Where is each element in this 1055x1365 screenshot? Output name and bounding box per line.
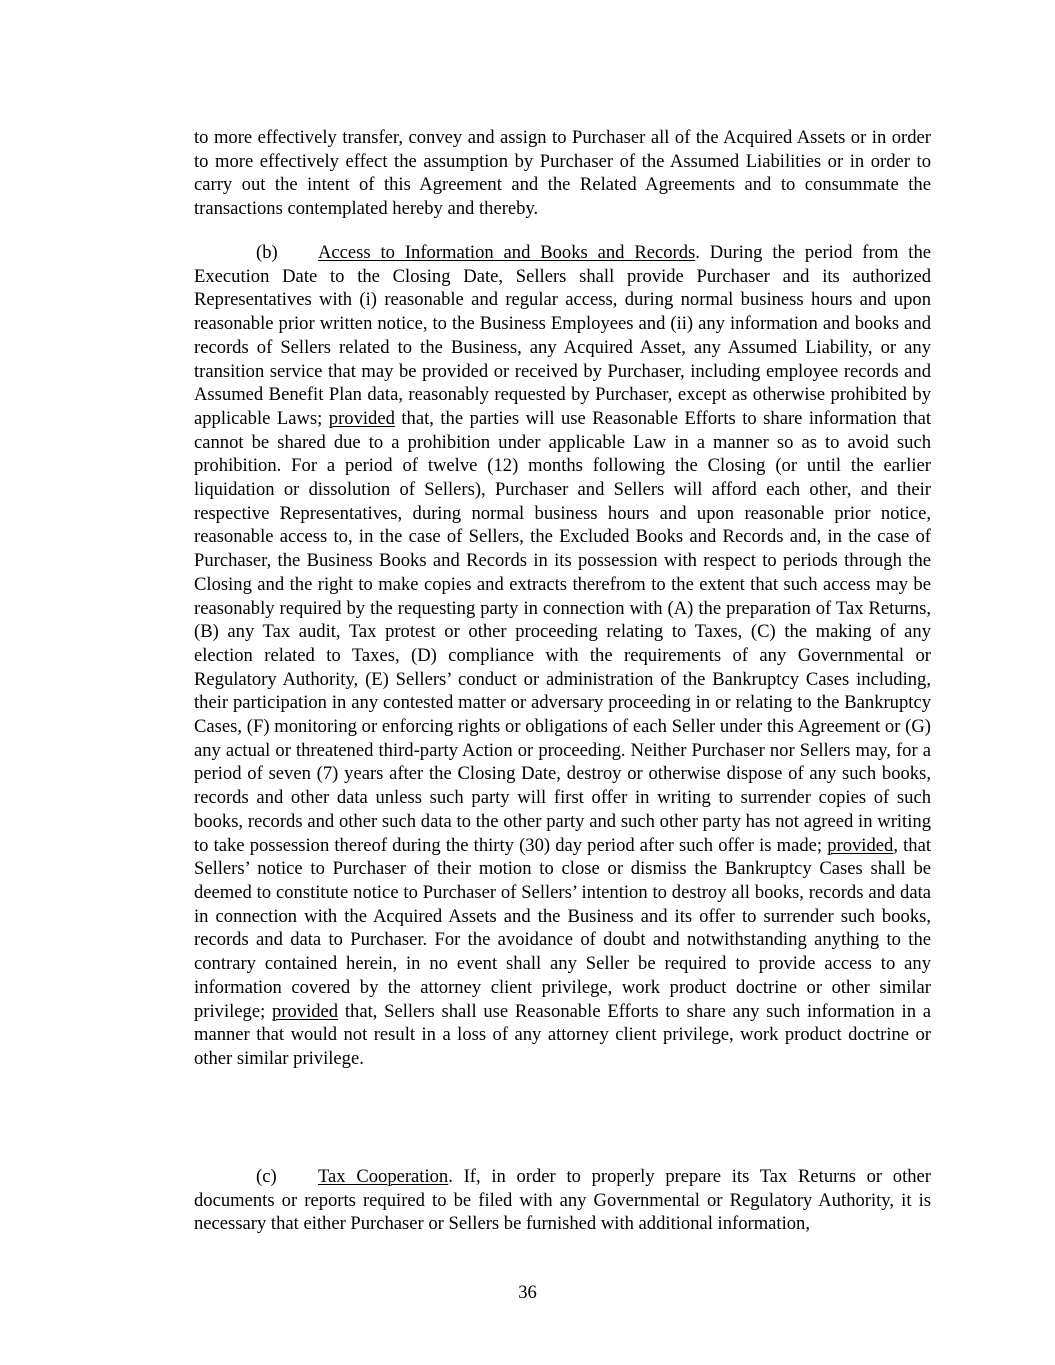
section-c-text: If, in order to properly prepare its Tax Returns or other documents or reports required to be filed with any Governmental or Regulatory Authority, it is necessary that either Purchaser or Sellers be furnished with additional information, [194,1166,931,1235]
section-c-heading: Tax Cooperation [318,1166,449,1187]
paragraph-continued-text: to more effectively transfer, convey and assign to Purchaser all of the Acquired Assets or in order to more effectively effect the assumption by Purchaser of the Assumed Liabilities or in order to carry out the intent of this Agreement and the Related Agreements and to consummate the transactions contemplated hereby and thereby. [194,127,931,220]
section-b-provided-3: provided [272,1000,339,1022]
section-c-label: (c) [256,1166,277,1187]
section-b-paragraph [194,241,931,1071]
section-c-paragraph [194,1165,931,1236]
paragraph-continued [194,126,931,221]
section-b-heading: Access to Information and Books and Records [318,242,696,263]
page-number: 36 [518,1282,537,1303]
section-b-text-4: that, Sellers shall use Reasonable Efforts to share any such information in a manner that would not result in a loss of any attorney client privilege, work product doctrine or other similar privilege. [194,1000,931,1069]
section-b-text-1: During the period from the Execution Date to the Closing Date, Sellers shall provide Purchaser and its authorized Representatives with (i) reasonable and regular access, during normal business hours and upon reasonable prior written notice, to the Business Employees and (ii) any information and books and records of Sellers related to the Business, any Acquired Asset, any Assumed Liability, or any transition service that may be provided or received by Purchaser, including employee records and Assumed Benefit Plan data, reasonably requested by Purchaser, except as otherwise prohibited by applicable Laws; [194,242,931,429]
section-b-text-2: that, the parties will use Reasonable Efforts to share information that cannot be shared due to a prohibition under applicable Law in a manner so as to avoid such prohibition. For a period of twelve (12) months following the Closing (or until the earlier liquidation or dissolution of Sellers), Purchaser and Sellers will afford each other, and their respective Representatives, during normal business hours and upon reasonable prior notice, reasonable access to, in the case of Sellers, the Excluded Books and Records and, in the case of Purchaser, the Business Books and Records in its possession with respect to periods through the Closing and the right to make copies and extracts therefrom to the extent that such access may be reasonably required by the requesting party in connection with (A) the preparation of Tax Returns, (B) any Tax audit, Tax protest or other proceeding relating to Taxes, (C) the making of any election related to Taxes, (D) compliance with the requirements of any Governmental or Regulatory Authority, (E) Sellers’ conduct or administration of the Bankruptcy Cases including, their participation in any contested matter or adversary proceeding in or relating to the Bankruptcy Cases, (F) monitoring or enforcing rights or obligations of each Seller under this Agreement or (G) any actual or threatened third-party Action or proceeding. Neither Purchaser nor Sellers may, for a period of seven (7) years after the Closing Date, destroy or otherwise dispose of any such books, records and other data unless such party will first offer in writing to surrender copies of such books, records and other such data to the other party and such other party has not agreed in writing to take possession thereof during the thirty (30) day period after such offer is made; [194,407,932,856]
section-b-provided-1: provided [328,407,395,429]
section-b-label: (b) [256,242,278,263]
section-b-heading-period: . [695,242,700,263]
section-b-provided-2: provided [827,834,894,856]
section-b-text-3: , that Sellers’ notice to Purchaser of their motion to close or dismiss the Bankruptcy Cases shall be deemed to constitute notice to Purchaser of Sellers’ intention to destroy all books, records and data in connection with the Acquired Assets and the Business and its offer to surrender such books, records and data to Purchaser. For the avoidance of doubt and notwithstanding anything to the contrary contained herein, in no event shall any Seller be required to provide access to any information covered by the attorney client privilege, work product doctrine or other similar privilege; [194,834,931,1022]
section-c-heading-period: . [448,1166,453,1187]
